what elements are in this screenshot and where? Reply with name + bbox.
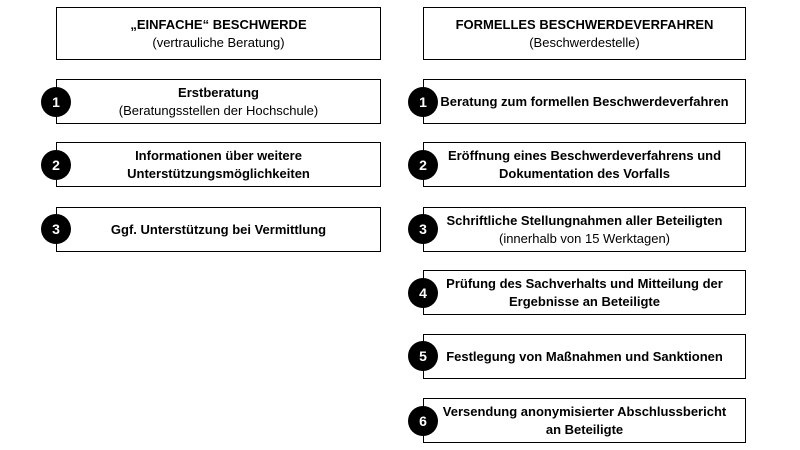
right-step-1-box — [423, 79, 746, 124]
right-step-6-badge: 6 — [408, 406, 438, 436]
left-step-3-badge: 3 — [41, 214, 71, 244]
right-step-3-badge: 3 — [408, 214, 438, 244]
left-step-1-box — [56, 79, 381, 124]
right-step-6-box — [423, 398, 746, 443]
right-step-5-box — [423, 334, 746, 379]
right-step-2-box — [423, 142, 746, 187]
left-step-2-line-2: Unterstützungsmöglichkeiten — [127, 165, 310, 181]
right-header-title: FORMELLES BESCHWERDEVERFAHREN — [455, 16, 714, 32]
left-step-3-line-1: Ggf. Unterstützung bei Vermittlung — [110, 221, 327, 237]
left-step-2-box — [56, 142, 381, 187]
left-header-subtitle: (vertrauliche Beratung) — [152, 34, 285, 50]
left-step-2-badge: 2 — [41, 150, 71, 180]
left-step-1-subtitle: (Beratungsstellen der Hochschule) — [118, 102, 319, 118]
right-step-5-badge: 5 — [408, 341, 438, 371]
right-step-2-line-1: Eröffnung eines Beschwerdeverfahrens und — [447, 147, 722, 163]
right-step-1-line-1: Beratung zum formellen Beschwerdeverfahren — [440, 93, 729, 109]
right-header-subtitle: (Beschwerdestelle) — [529, 34, 640, 50]
left-header-title: „EINFACHE“ BESCHWERDE — [130, 16, 307, 32]
right-step-2-badge: 2 — [408, 150, 438, 180]
right-step-4-box — [423, 270, 746, 315]
right-step-6-line-1: Versendung anonymisierter Abschlussbericht — [442, 403, 727, 419]
left-step-1-badge: 1 — [41, 87, 71, 117]
left-step-2-line-1: Informationen über weitere — [135, 147, 302, 163]
left-step-3-box — [56, 207, 381, 252]
right-step-5-line-1: Festlegung von Maßnahmen und Sanktionen — [446, 348, 723, 364]
right-step-4-line-1: Prüfung des Sachverhalts und Mitteilung der — [446, 275, 723, 291]
left-step-1-line-1: Erstberatung — [178, 84, 259, 100]
right-step-4-line-2: Ergebnisse an Beteiligte — [509, 293, 660, 309]
right-step-2-line-2: Dokumentation des Vorfalls — [499, 165, 670, 181]
right-step-3-box — [423, 207, 746, 252]
right-step-6-line-2: an Beteiligte — [545, 421, 624, 437]
right-step-3-subtitle: (innerhalb von 15 Werktagen) — [498, 230, 671, 246]
right-step-4-badge: 4 — [408, 278, 438, 308]
right-step-3-line-1: Schriftliche Stellungnahmen aller Beteiligten — [446, 212, 723, 228]
right-step-1-badge: 1 — [408, 87, 438, 117]
left-header-box — [56, 7, 381, 60]
right-header-box — [423, 7, 746, 60]
